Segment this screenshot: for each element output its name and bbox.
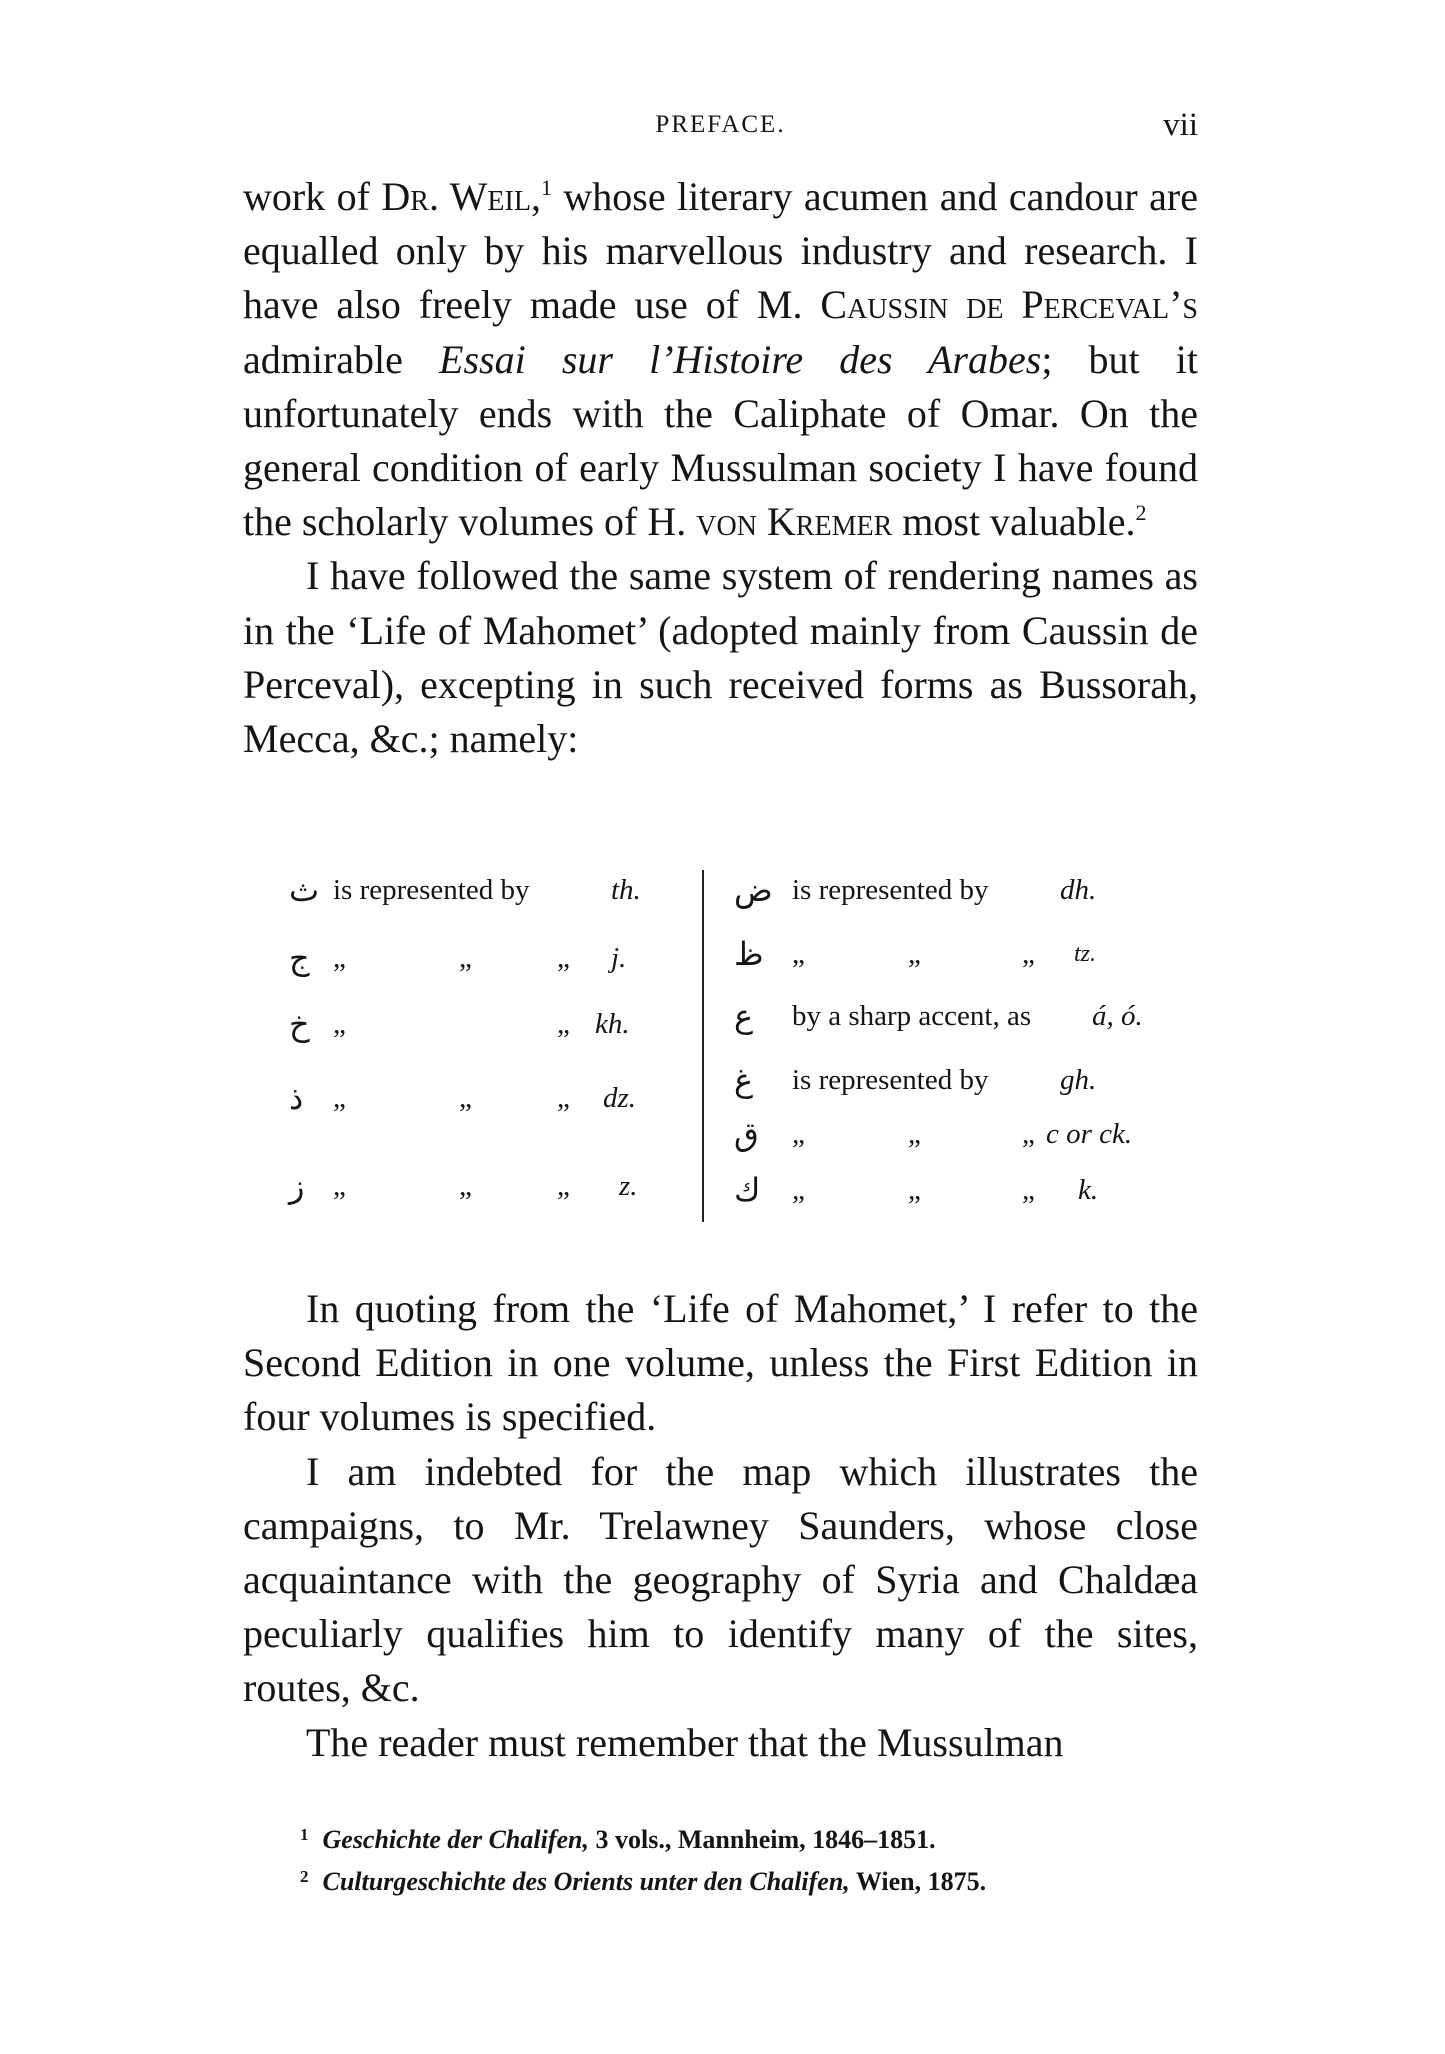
footnote-rest: 3 vols., Mannheim, 1846–1851. <box>589 1825 936 1854</box>
ditto-mark: „ <box>792 938 805 970</box>
translit-row <box>289 1004 689 1044</box>
translit-value: gh. <box>1060 1064 1097 1096</box>
ditto-mark: „ <box>792 1118 805 1150</box>
ditto-mark: „ <box>333 1008 346 1040</box>
paragraph-2: I have followed the same system of rendering names as in the ‘Life of Mahomet’ (adopted mainly from Caussin de Perceval), excepting in such received forms as Bussorah, Mecca, &c.; namely: <box>243 553 1198 762</box>
ditto-mark: „ <box>459 1170 472 1202</box>
author-caussin: Caussin de Perceval’s <box>820 282 1198 328</box>
translit-value: dh. <box>1060 874 1097 906</box>
arabic-letter: ض <box>734 871 773 909</box>
book-title-essai: Essai sur l’Histoire des Arabes <box>439 336 1042 382</box>
arabic-letter: ق <box>734 1115 759 1153</box>
ditto-mark: „ <box>459 1082 472 1114</box>
translit-value: z. <box>619 1170 638 1202</box>
transliteration-table <box>289 870 1199 1230</box>
paragraph-3: In quoting from the ‘Life of Mahomet,’ I refer to the Second Edition in one volume, unless the First Edition in four volumes is specified. <box>243 1286 1198 1440</box>
ditto-mark: „ <box>333 1082 346 1114</box>
ditto-mark: „ <box>333 942 346 974</box>
arabic-letter: ع <box>734 997 754 1035</box>
arabic-letter: ظ <box>734 935 764 973</box>
footnote-marker-2: 2 <box>1135 500 1147 526</box>
closing-paragraphs <box>243 1282 1198 1770</box>
ditto-mark: „ <box>333 1170 346 1202</box>
arabic-letter: خ <box>289 1005 310 1043</box>
text-run: whose literary acumen and candour are equalled only by his marvellous industry and research. I have also freely made use of M. <box>243 174 1199 328</box>
arabic-letter: ز <box>289 1167 305 1205</box>
translit-text: is represented by <box>792 1064 989 1096</box>
page-number: vii <box>1163 107 1198 143</box>
footnote-rest: Wien, 1875. <box>849 1867 987 1896</box>
ditto-mark: „ <box>557 942 570 974</box>
author-kremer: von Kremer <box>696 499 893 545</box>
translit-value: j. <box>611 942 627 974</box>
running-title: PREFACE. <box>655 111 786 138</box>
ditto-mark: „ <box>908 1174 921 1206</box>
ditto-mark: „ <box>557 1170 570 1202</box>
arabic-letter: ك <box>734 1171 761 1209</box>
text-run: admirable <box>243 336 440 382</box>
paragraph-4: I am indebted for the map which illustrates the campaigns, to Mr. Trelawney Saunders, whose close acquaintance with the geography of Syria and Chaldæa peculiarly qualifies him to identify many of the sites, routes, &c. <box>243 1448 1198 1711</box>
translit-row <box>289 1078 689 1118</box>
translit-value: dz. <box>603 1082 637 1114</box>
running-head <box>243 107 1198 147</box>
text-run: most valuable. <box>892 499 1136 545</box>
paragraph-continued <box>243 170 1198 766</box>
translit-row <box>734 1060 1199 1100</box>
footnote-number: 2 <box>300 1867 309 1886</box>
translit-value: kh. <box>595 1008 630 1040</box>
translit-value: tz. <box>1074 941 1097 967</box>
paragraph-1 <box>243 170 1198 549</box>
text-run: ; but it unfortunately ends with the Caliphate of Omar. On the general condition of early Mussulman society I have found the scholarly volumes of H. <box>243 336 1199 545</box>
translit-value: c or ck. <box>1046 1118 1133 1150</box>
ditto-mark: „ <box>908 1118 921 1150</box>
arabic-letter: ث <box>289 871 320 909</box>
ditto-mark: „ <box>1022 938 1035 970</box>
ditto-mark: „ <box>908 938 921 970</box>
translit-row <box>734 934 1199 974</box>
text-run: work of <box>243 174 382 219</box>
footnote-title: Geschichte der Chalifen, <box>322 1825 589 1854</box>
translit-value: th. <box>611 874 641 906</box>
footnote-1 <box>300 1816 1200 1858</box>
translit-row <box>734 1170 1199 1210</box>
ditto-mark: „ <box>459 942 472 974</box>
translit-row <box>734 870 1199 910</box>
translit-text: is represented by <box>792 874 989 906</box>
arabic-letter: غ <box>734 1061 754 1099</box>
footnote-title: Culturgeschichte des Orients unter den Chalifen, <box>322 1867 850 1896</box>
footnote-marker-1: 1 <box>540 175 552 200</box>
ditto-mark: „ <box>557 1082 570 1114</box>
translit-row <box>289 1166 689 1206</box>
ditto-mark: „ <box>792 1174 805 1206</box>
translit-text: is represented by <box>333 874 530 906</box>
translit-text: by a sharp accent, as <box>792 1000 1032 1032</box>
ditto-mark: „ <box>1022 1174 1035 1206</box>
paragraph-5: The reader must remember that the Mussulman <box>306 1719 1064 1765</box>
author-weil: Dr. Weil, <box>381 174 541 219</box>
translit-row <box>289 870 689 910</box>
translit-row <box>734 1114 1199 1154</box>
column-divider <box>702 870 704 1222</box>
translit-row <box>289 938 689 978</box>
footnotes <box>300 1816 1200 1900</box>
footnote-2 <box>300 1858 1200 1900</box>
arabic-letter: ذ <box>289 1079 304 1117</box>
translit-value: k. <box>1078 1174 1099 1206</box>
translit-value: á, ó. <box>1092 1000 1143 1032</box>
footnote-number: 1 <box>300 1825 309 1844</box>
translit-row <box>734 996 1199 1036</box>
ditto-mark: „ <box>557 1008 570 1040</box>
arabic-letter: ج <box>289 939 310 977</box>
ditto-mark: „ <box>1022 1118 1035 1150</box>
